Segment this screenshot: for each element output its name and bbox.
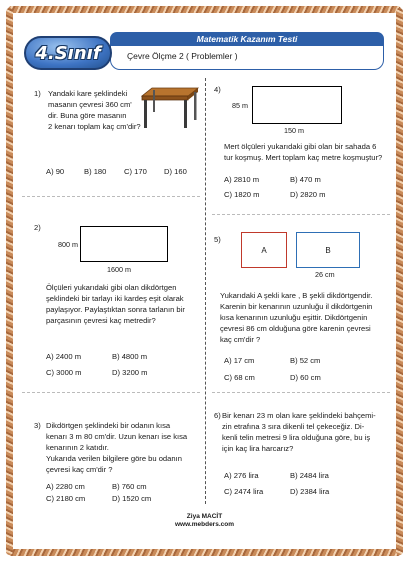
q5-text bbox=[220, 290, 396, 345]
q5-width-label: 26 cm bbox=[315, 270, 335, 279]
q3-line-5: çevresi kaç cm'dir ? bbox=[46, 465, 113, 474]
q1-option-b[interactable]: B) 180 bbox=[84, 167, 107, 176]
q5-option-b[interactable]: B) 52 cm bbox=[290, 356, 321, 365]
q6-option-b[interactable]: B) 2484 lira bbox=[290, 471, 329, 480]
q6-text bbox=[222, 410, 398, 454]
q5-square-a bbox=[241, 232, 287, 268]
q6-number: 6) bbox=[214, 411, 221, 420]
q1-line-4: 2 kenarı toplam kaç cm'dir? bbox=[48, 122, 141, 131]
grade-badge-label: 4.Sınıf bbox=[35, 42, 101, 64]
q3-line-4: Yukarıda verilen bilgilere göre bu odanın bbox=[46, 454, 182, 463]
header-subtitle: Çevre Ölçme 2 ( Problemler ) bbox=[127, 51, 238, 61]
q1-text bbox=[48, 88, 148, 121]
q1-option-a[interactable]: A) 90 bbox=[46, 167, 65, 176]
q5-line-1: Yukarıdaki A şekli kare , B şekli dikdörtgendir. bbox=[220, 291, 373, 300]
rope-frame-right bbox=[396, 8, 403, 555]
q3-option-a[interactable]: A) 2280 cm bbox=[46, 482, 85, 491]
q2-height-label: 800 m bbox=[58, 240, 78, 249]
q1-option-d[interactable]: D) 160 bbox=[164, 167, 187, 176]
q6-line-3: kenli telin metresi 9 lira olduğuna göre, bu iş bbox=[222, 433, 371, 442]
table-illustration bbox=[138, 86, 200, 130]
q2-option-c[interactable]: C) 3000 m bbox=[46, 368, 82, 377]
q2-option-d[interactable]: D) 3200 m bbox=[112, 368, 148, 377]
q6-option-a[interactable]: A) 276 lira bbox=[224, 471, 259, 480]
q5-option-c[interactable]: C) 68 cm bbox=[224, 373, 255, 382]
footer-site[interactable]: www.mebders.com bbox=[175, 521, 234, 528]
q4-number: 4) bbox=[214, 85, 221, 94]
q5-line-4: çevresi 86 cm olduğuna göre karenin çevresi bbox=[220, 324, 371, 333]
q2-option-b[interactable]: B) 4800 m bbox=[112, 352, 148, 361]
q5-rectangle-b-label: B bbox=[325, 245, 331, 255]
header-title: Matematik Kazanım Testi bbox=[196, 34, 298, 44]
q5-square-a-label: A bbox=[261, 245, 267, 255]
q5-line-3: kısa kenarının uzunluğu eşittir. Dikdörtgenin bbox=[220, 313, 368, 322]
q1-option-c[interactable]: C) 170 bbox=[124, 167, 147, 176]
separator-left-2 bbox=[22, 392, 200, 393]
q4-line-1: Mert ölçüleri yukarıdaki gibi olan bir sahada 6 bbox=[224, 142, 377, 151]
q3-number: 3) bbox=[34, 421, 41, 430]
q4-option-c[interactable]: C) 1820 m bbox=[224, 190, 260, 199]
separator-left-1 bbox=[22, 196, 200, 197]
q2-line-3: paylaşıyor. Paylaştıktan sonra tarlanın bir bbox=[46, 305, 185, 314]
q3-option-b[interactable]: B) 760 cm bbox=[112, 482, 147, 491]
q4-width-label: 150 m bbox=[284, 126, 304, 135]
q1-number: 1) bbox=[34, 89, 41, 98]
q5-line-5: kaç cm'dir ? bbox=[220, 335, 261, 344]
rope-frame-top bbox=[8, 6, 401, 13]
q6-line-4: için kaç lira harcarız? bbox=[222, 444, 294, 453]
separator-right-1 bbox=[212, 214, 390, 215]
grade-badge bbox=[24, 36, 112, 70]
q5-option-d[interactable]: D) 60 cm bbox=[290, 373, 321, 382]
q2-width-label: 1600 m bbox=[107, 265, 131, 274]
q2-field-rectangle bbox=[80, 226, 168, 262]
q2-line-4: parçasının çevresi kaç metredir? bbox=[46, 316, 156, 325]
rope-frame-bottom bbox=[8, 549, 401, 556]
header-title-bar bbox=[110, 32, 384, 46]
q3-line-2: kenarı 3 m 80 cm'dir. Uzun kenarı ise kısa bbox=[46, 432, 188, 441]
q4-line-2: tur koşmuş. Mert toplam kaç metre koşmuştur? bbox=[224, 153, 383, 162]
q6-line-2: zin etrafına 3 sıra dikenli tel çekeceğiz. Di- bbox=[222, 422, 365, 431]
q2-number: 2) bbox=[34, 223, 41, 232]
footer-author: Ziya MACİT bbox=[186, 513, 223, 520]
q1-line-1: Yandaki kare şeklindeki bbox=[48, 89, 128, 98]
q2-text bbox=[46, 282, 202, 326]
rope-frame-left bbox=[6, 8, 13, 555]
q4-height-label: 85 m bbox=[232, 101, 248, 110]
q6-line-1: Bir kenarı 23 m olan kare şeklindeki bahçemi- bbox=[222, 411, 376, 420]
q4-track-rectangle bbox=[252, 86, 342, 124]
q2-line-1: Ölçüleri yukarıdaki gibi olan dikdörtgen bbox=[46, 283, 177, 292]
q5-option-a[interactable]: A) 17 cm bbox=[224, 356, 255, 365]
q3-option-d[interactable]: D) 1520 cm bbox=[112, 494, 152, 503]
q3-line-3: kenarının 2 katıdır. bbox=[46, 443, 109, 452]
q6-option-d[interactable]: D) 2384 lira bbox=[290, 487, 330, 496]
q6-option-c[interactable]: C) 2474 lira bbox=[224, 487, 264, 496]
q4-option-b[interactable]: B) 470 m bbox=[290, 175, 321, 184]
q3-text bbox=[46, 420, 202, 475]
q4-option-d[interactable]: D) 2820 m bbox=[290, 190, 326, 199]
q4-option-a[interactable]: A) 2810 m bbox=[224, 175, 260, 184]
q1-line-2: masanın çevresi 360 cm' bbox=[48, 100, 132, 109]
q5-number: 5) bbox=[214, 235, 221, 244]
separator-right-2 bbox=[212, 392, 390, 393]
q2-line-2: şeklindeki bir tarlayı iki kardeş eşit olarak bbox=[46, 294, 184, 303]
header-subtitle-box bbox=[110, 46, 384, 70]
q4-text bbox=[224, 141, 396, 163]
q2-option-a[interactable]: A) 2400 m bbox=[46, 352, 82, 361]
q5-rectangle-b bbox=[296, 232, 360, 268]
q1-line-3: dir. Buna göre masanın bbox=[48, 111, 127, 120]
q3-option-c[interactable]: C) 2180 cm bbox=[46, 494, 86, 503]
q5-line-2: Karenin bir kenarının uzunluğu il dikdörtgenin bbox=[220, 302, 373, 311]
column-divider bbox=[205, 78, 206, 504]
q3-line-1: Dikdörtgen şeklindeki bir odanın kısa bbox=[46, 421, 171, 430]
